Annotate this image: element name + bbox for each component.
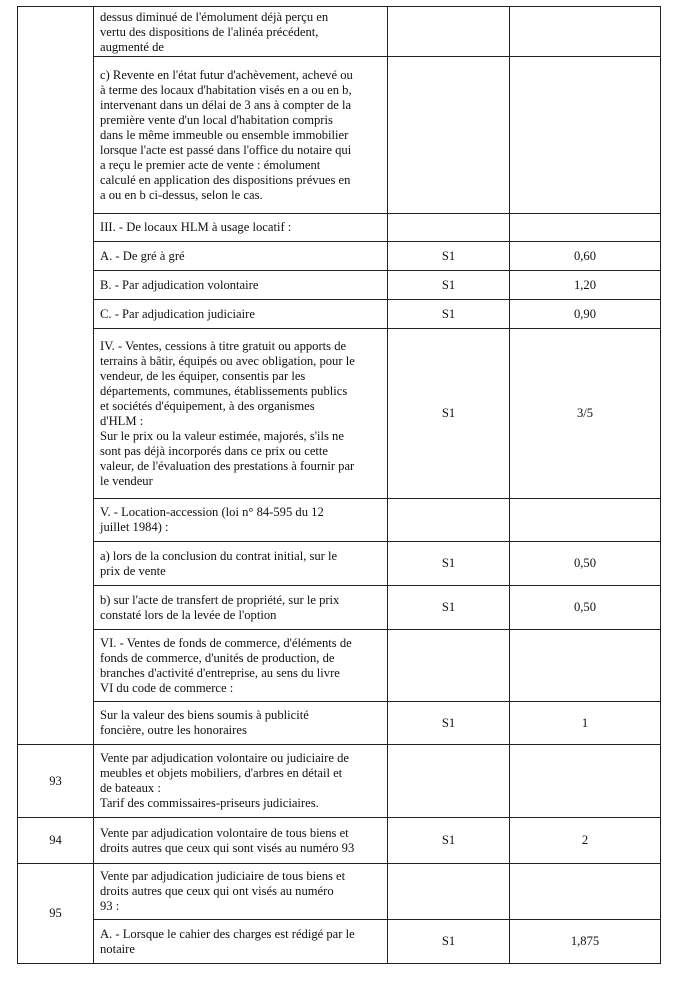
category-cell: S1 (388, 586, 510, 630)
table-row (18, 920, 661, 964)
table-row (18, 864, 661, 920)
category-cell (388, 7, 510, 57)
table-row (18, 329, 661, 499)
rate-cell: 2 (510, 818, 661, 864)
table-row (18, 586, 661, 630)
table-row (18, 57, 661, 214)
category-cell: S1 (388, 300, 510, 329)
rate-cell: 0,90 (510, 300, 661, 329)
description-cell: B. - Par adjudication volontaire (94, 271, 388, 300)
description-cell: c) Revente en l'état futur d'achèvement, achevé ou à terme des locaux d'habitation visés en a ou en b, intervenant dans un délai de 3 ans à compter de la première vente d'un local d'habitation compris dans le même immeuble ou ensemble immobilier lorsque l'acte est passé dans l'office du notaire qui a reçu le premier acte de vente : émolument calculé en application des dispositions prévues en a ou en b ci-dessus, selon le cas. (94, 57, 388, 214)
category-cell (388, 630, 510, 702)
table-row (18, 7, 661, 57)
table-row (18, 745, 661, 818)
rate-cell (510, 745, 661, 818)
description-cell: A. - Lorsque le cahier des charges est rédigé par le notaire (94, 920, 388, 964)
table-row (18, 271, 661, 300)
table-row (18, 542, 661, 586)
description-cell: Vente par adjudication volontaire de tous biens et droits autres que ceux qui sont visés au numéro 93 (94, 818, 388, 864)
rate-cell: 0,50 (510, 586, 661, 630)
category-cell (388, 499, 510, 542)
category-cell: S1 (388, 271, 510, 300)
table-row (18, 214, 661, 242)
rate-cell (510, 499, 661, 542)
description-cell: Vente par adjudication judiciaire de tous biens et droits autres que ceux qui ont visés au numéro 93 : (94, 864, 388, 920)
description-cell: Vente par adjudication volontaire ou judiciaire de meubles et objets mobiliers, d'arbres en détail et de bateaux : Tarif des commissaires-priseurs judiciaires. (94, 745, 388, 818)
description-cell: dessus diminué de l'émolument déjà perçu en vertu des dispositions de l'alinéa précédent, augmenté de (94, 7, 388, 57)
rate-cell (510, 7, 661, 57)
category-cell: S1 (388, 818, 510, 864)
rate-cell: 1,875 (510, 920, 661, 964)
category-cell: S1 (388, 242, 510, 271)
description-cell: III. - De locaux HLM à usage locatif : (94, 214, 388, 242)
category-cell (388, 214, 510, 242)
article-number-cell: 94 (18, 818, 94, 864)
table-row (18, 630, 661, 702)
article-number-cell: 93 (18, 745, 94, 818)
table-row (18, 242, 661, 271)
description-cell: Sur la valeur des biens soumis à publicité foncière, outre les honoraires (94, 702, 388, 745)
rate-cell: 0,50 (510, 542, 661, 586)
rate-cell: 1,20 (510, 271, 661, 300)
description-cell: C. - Par adjudication judiciaire (94, 300, 388, 329)
article-number-cell (18, 7, 94, 745)
rate-cell (510, 57, 661, 214)
category-cell (388, 57, 510, 214)
rate-cell (510, 864, 661, 920)
article-number-cell: 95 (18, 864, 94, 964)
description-cell: b) sur l'acte de transfert de propriété, sur le prix constaté lors de la levée de l'option (94, 586, 388, 630)
description-cell: IV. - Ventes, cessions à titre gratuit ou apports de terrains à bâtir, équipés ou avec obligation, pour le vendeur, de les équiper, consentis par les départements, communes, établissements publics et sociétés d'équipement, à des organismes d'HLM : Sur le prix ou la valeur estimée, majorés, s'ils ne sont pas déjà incorporés dans ce prix ou cette valeur, de l'évaluation des prestations à fournir par le vendeur (94, 329, 388, 499)
description-cell: VI. - Ventes de fonds de commerce, d'éléments de fonds de commerce, d'unités de production, de branches d'activité d'entreprise, au sens du livre VI du code de commerce : (94, 630, 388, 702)
tariff-table (17, 6, 661, 964)
category-cell: S1 (388, 702, 510, 745)
table-row (18, 818, 661, 864)
description-cell: a) lors de la conclusion du contrat initial, sur le prix de vente (94, 542, 388, 586)
category-cell: S1 (388, 920, 510, 964)
rate-cell (510, 214, 661, 242)
rate-cell: 3/5 (510, 329, 661, 499)
rate-cell: 1 (510, 702, 661, 745)
category-cell (388, 864, 510, 920)
table-row (18, 499, 661, 542)
table-row (18, 300, 661, 329)
category-cell: S1 (388, 542, 510, 586)
category-cell (388, 745, 510, 818)
description-cell: A. - De gré à gré (94, 242, 388, 271)
category-cell: S1 (388, 329, 510, 499)
rate-cell: 0,60 (510, 242, 661, 271)
rate-cell (510, 630, 661, 702)
description-cell: V. - Location-accession (loi n° 84-595 du 12 juillet 1984) : (94, 499, 388, 542)
table-row (18, 702, 661, 745)
